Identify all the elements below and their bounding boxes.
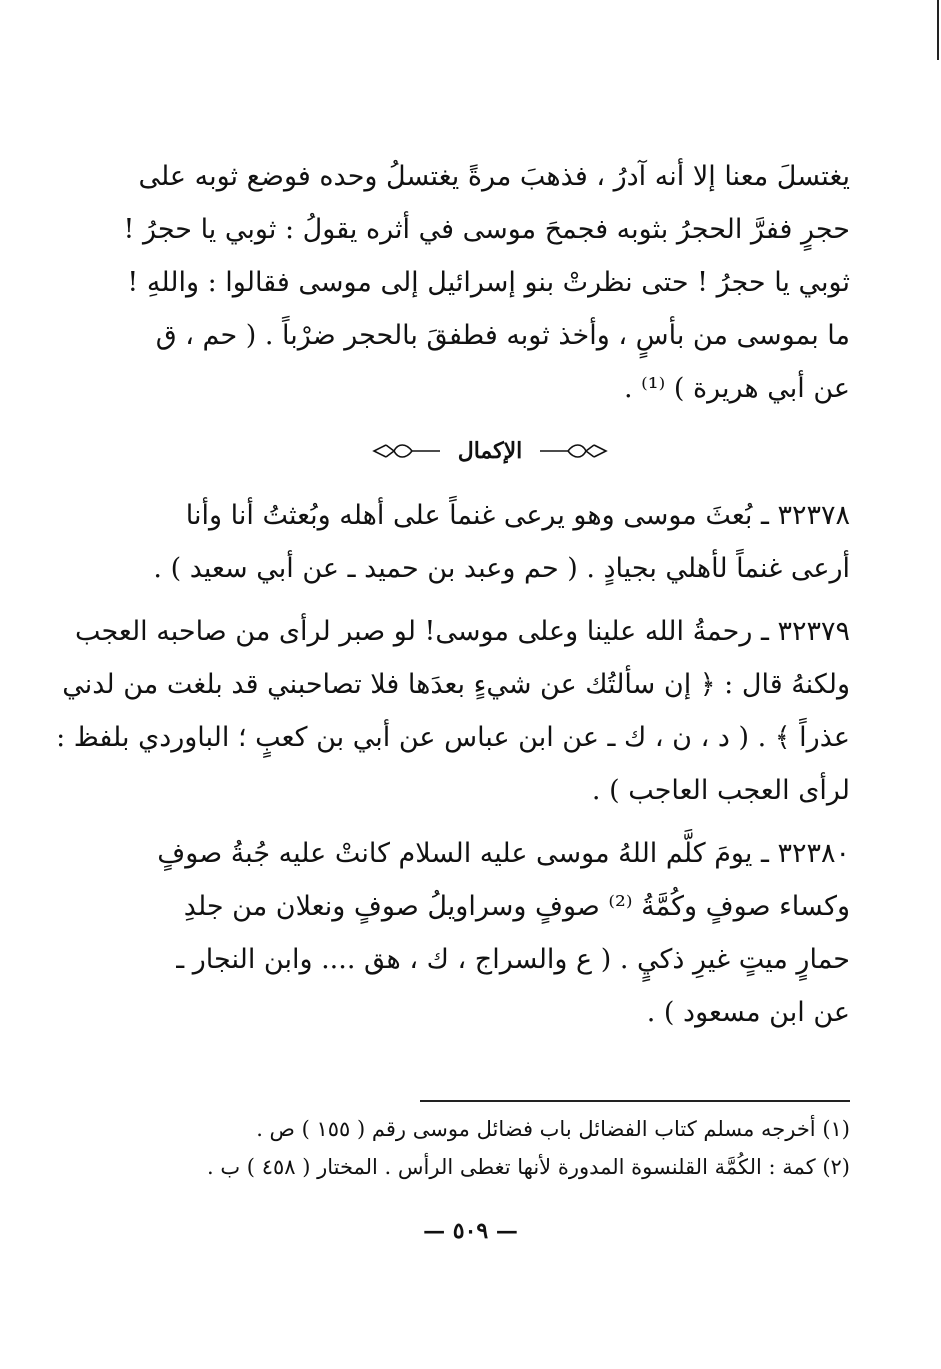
footnote-1: (١) أخرجه مسلم كتاب الفضائل باب فضائل موسى رقم ( ١٥٥ ) ص .	[256, 1117, 850, 1141]
hadith-32378	[130, 489, 850, 595]
hadith-32380	[130, 827, 850, 1039]
text-line: عن ابن مسعود ) .	[646, 997, 850, 1028]
text-line: عن أبي هريرة ) ⁽¹⁾ .	[624, 373, 850, 404]
text-line: ما بموسى من بأسٍ ، وأخذ ثوبه فطفقَ بالحجر ضرْباً . ( حم ، ق	[155, 320, 850, 351]
ornament-right-icon	[538, 441, 608, 461]
page-number: — ٥٠٩ —	[423, 1218, 518, 1244]
text-line: عذراً ﴾ . ( د ، ن ، ك ـ عن ابن عباس عن أبي بن كعبٍ ؛ الباوردي بلفظ :	[56, 722, 850, 753]
top-paragraph	[123, 150, 850, 415]
text-line: ثوبي يا حجرُ ! حتى نظرتْ بنو إسرائيل إلى موسى فقالوا : واللهِ !	[127, 267, 850, 298]
section-heading	[130, 429, 850, 473]
text-line: ٣٢٣٧٩ ـ رحمةُ الله علينا وعلى موسى! لو صبر لرأى من صاحبه العجب	[74, 616, 850, 647]
hadith-32379	[56, 605, 850, 817]
text-line: ولكنهُ قال : ﴿ إن سألتُك عن شيءٍ بعدَها فلا تصاحبني قد بلغت من لدني	[62, 669, 850, 700]
text-line: حجرٍ ففرَّ الحجرُ بثوبه فجمحَ موسى في أثره يقولُ : ثوبي يا حجرُ !	[123, 214, 850, 245]
text-line: وكساء صوفٍ وكُمَّةُ ⁽²⁾ صوفٍ وسراويلُ صوفٍ ونعلان من جلدِ	[183, 891, 850, 922]
text-line: ٣٢٣٧٨ ـ بُعثَ موسى وهو يرعى غنماً على أهله وبُعثتُ أنا وأنا	[185, 500, 850, 531]
text-line: ٣٢٣٨٠ ـ يومَ كلَّم اللهُ موسى عليه السلام كانتْ عليه جُبةُ صوفٍ	[157, 838, 850, 869]
footnote-divider	[420, 1100, 850, 1102]
footnotes	[170, 1110, 850, 1186]
text-line: أرعى غنماً لأهلي بجيادٍ . ( حم وعبد بن حميد ـ عن أبي سعيد ) .	[153, 553, 850, 584]
ornament-left-icon	[372, 441, 442, 461]
text-line: حمارٍ ميتٍ غيرِ ذكيٍ . ( ع والسراج ، ك ، هق .... وابن النجار ـ	[176, 944, 850, 975]
section-heading-title: الإكمال	[457, 438, 523, 464]
footnote-2: (٢) كمة : الكُمَّة القلنسوة المدورة لأنها تغطى الرأس . المختار ( ٤٥٨ ) ب .	[207, 1155, 850, 1179]
scan-edge-line	[937, 0, 939, 60]
text-line: لرأى العجب العاجب ) .	[591, 775, 850, 806]
text-line: يغتسلَ معنا إلا أنه آدرُ ، فذهبَ مرةً يغتسلُ وحده فوضع ثوبه على	[138, 161, 850, 192]
page-body	[56, 150, 850, 1041]
